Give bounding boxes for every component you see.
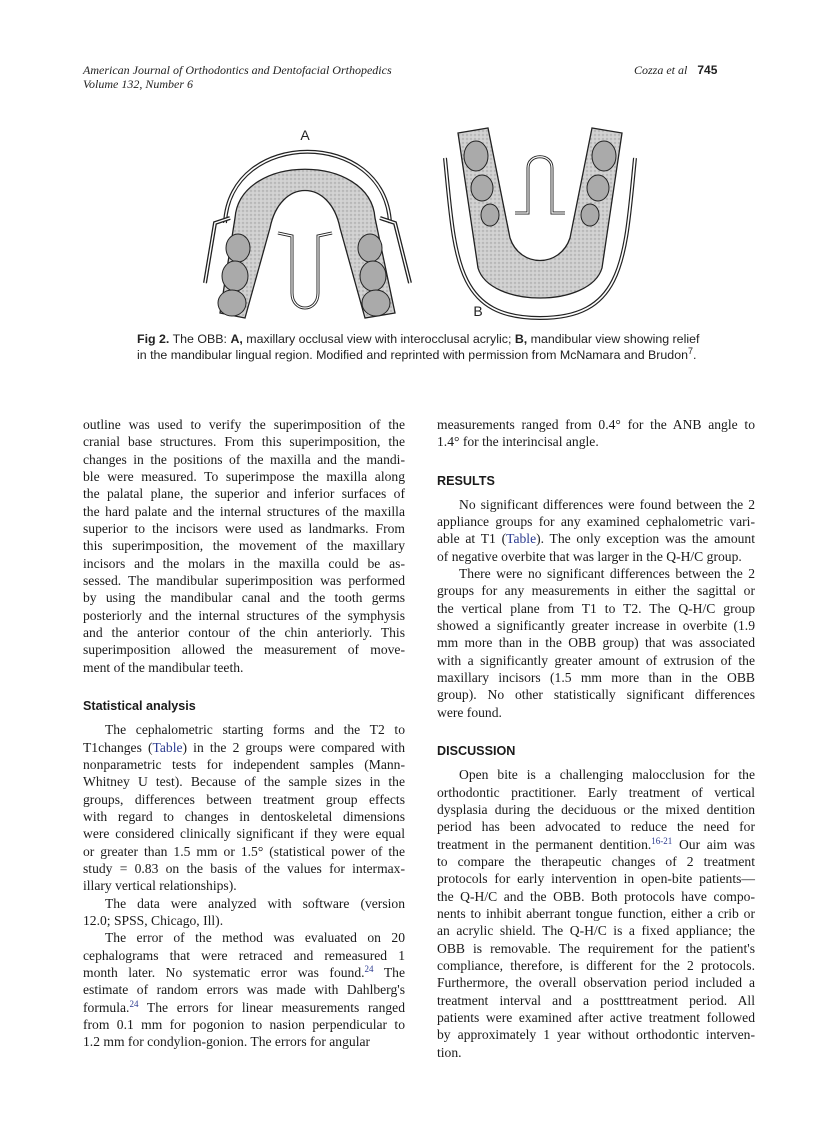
text-line (83, 503, 405, 520)
text-line (437, 905, 755, 922)
table-link[interactable]: Table (506, 531, 537, 547)
text-run: treatment in the permanent dentition. (437, 836, 652, 852)
text-run: Open bite is a challenging malocclusion for the (459, 767, 755, 783)
text-run: the vertical plane from T1 to T2. The Q-H/C group (437, 600, 755, 616)
figure-number: Fig 2. (137, 332, 170, 346)
text-line (83, 860, 405, 877)
text-line (83, 416, 405, 433)
text-run: the Q-H/C and the OBB. Both protocols have compo- (437, 888, 755, 904)
text-run: of negative overbite that was larger in the Q-H/C group. (437, 548, 742, 564)
text-line (437, 433, 755, 450)
text-run: cephalograms that were retraced and remeasured 1 (83, 947, 405, 963)
text-run: this superimposition, the movement of the maxillary (83, 538, 405, 554)
text-run: from 0.1 mm for pogonion to nasion perpendicular to (83, 1017, 405, 1032)
text-line (83, 607, 405, 624)
text-run: dysplasia during the deciduous or the mixed dentition (437, 801, 755, 817)
text-line (437, 530, 755, 547)
text-run: or greater than 1.5 mm or 1.5° (statistical power of the (83, 843, 405, 859)
text-run: OBB is removable. The requirement for the patient's (437, 940, 755, 956)
text-line (83, 877, 405, 894)
section-heading: Statistical analysis (83, 699, 196, 714)
text-run: ble were measured. To superimpose the maxilla along (83, 469, 405, 485)
text-line (437, 801, 755, 818)
citation-reference[interactable]: 16-21 (651, 835, 673, 846)
text-line (83, 537, 405, 554)
paragraph (437, 496, 755, 565)
text-line (437, 686, 755, 703)
text-run: illary vertical relationships). (83, 878, 237, 894)
text-run: group). No other statistically significant differences (437, 687, 755, 703)
text-run: outline was used to verify the superimposition of the (83, 417, 405, 432)
caption-panel-a: A, (230, 332, 243, 346)
text-run: groups, differences between treatment group effects (83, 791, 405, 807)
text-run: ) in the 2 groups were compared with (182, 739, 406, 755)
text-run: by approximately 1 year without orthodontic interven- (437, 1027, 755, 1043)
text-line (437, 548, 755, 565)
text-line (437, 853, 755, 870)
text-run: sessed. The mandibular superimposition was performed (83, 573, 405, 589)
text-line (83, 1033, 405, 1050)
maxillary-appliance-a (205, 152, 410, 318)
paragraph (437, 416, 755, 451)
text-run: No significant differences were found between the 2 (459, 496, 755, 512)
text-line (83, 791, 405, 808)
caption-text: The OBB: (169, 332, 231, 346)
text-run: with regard to changes in dentoskeletal dimensions (83, 808, 405, 824)
running-header-left (83, 63, 392, 91)
text-line (83, 589, 405, 606)
caption-text: maxillary occlusal view with interocclusal acrylic; (242, 332, 515, 346)
text-run: 12.0; SPSS, Chicago, Ill). (83, 912, 224, 928)
text-line (83, 773, 405, 790)
section-heading: DISCUSSION (437, 744, 516, 759)
text-line (437, 582, 755, 599)
text-line (83, 981, 405, 998)
text-line (437, 1044, 755, 1061)
journal-title: American Journal of Orthodontics and Dentofacial Orthopedics (83, 63, 392, 77)
text-run: orthodontic practitioner. Early treatment of vertical (437, 784, 755, 800)
text-run: T1changes ( (83, 739, 153, 755)
text-line (437, 496, 755, 513)
text-line (437, 992, 755, 1009)
text-line (83, 895, 405, 912)
text-line (437, 888, 755, 905)
text-run: Furthermore, the overall observation period included a (437, 975, 755, 991)
text-run: to compare the therapeutic changes of 2 treatment (437, 853, 755, 869)
text-run: mm more than in the OBB group) that was associated (437, 635, 755, 651)
caption-panel-b: B, (514, 332, 528, 346)
text-run: The (373, 964, 405, 980)
text-run: The data were analyzed with software (version (105, 895, 405, 911)
paragraph (437, 565, 755, 721)
text-run: nonparametric tests for independent samples (Mann- (83, 756, 405, 772)
text-line (83, 912, 405, 929)
citation-reference[interactable]: 24 (364, 963, 374, 974)
text-run: protocols for early intervention in open-bite patients— (437, 871, 755, 887)
text-line (437, 652, 755, 669)
paragraph (437, 766, 755, 1061)
text-line (83, 721, 405, 738)
text-line (437, 974, 755, 991)
paragraph (83, 721, 405, 894)
caption-reference[interactable]: 7 (687, 346, 693, 356)
text-run: were found. (437, 704, 502, 720)
text-run: cranial base structures. From this superimposition, the (83, 434, 405, 450)
text-line (83, 739, 405, 756)
text-line (83, 808, 405, 825)
text-line (83, 929, 405, 946)
text-line (437, 416, 755, 433)
text-run: period has been advocated to reduce the need for (437, 819, 755, 835)
text-line (437, 565, 755, 582)
text-line (83, 964, 405, 981)
page-number: 745 (697, 63, 718, 77)
table-link[interactable]: Table (152, 739, 183, 755)
text-run: patients were examined after active treatment followed (437, 1009, 755, 1025)
text-line (83, 572, 405, 589)
text-run: formula. (83, 999, 130, 1015)
text-line (437, 704, 755, 721)
text-line (83, 451, 405, 468)
paragraph (83, 416, 405, 676)
text-run: superior to the incisors were used as landmarks. From (83, 521, 405, 537)
journal-volume: Volume 132, Number 6 (83, 77, 193, 91)
figure-caption (137, 331, 712, 363)
caption-text: . (693, 348, 697, 362)
text-line (83, 756, 405, 773)
text-run: superimposition allowed the measurement of move- (83, 642, 405, 658)
text-line (83, 825, 405, 842)
text-line (437, 1009, 755, 1026)
text-run: treatment interval and a postttreatment period. All (437, 992, 755, 1008)
text-line (83, 624, 405, 641)
text-line (83, 641, 405, 658)
text-run: The error of the method was evaluated on 20 (105, 930, 405, 946)
text-line (83, 485, 405, 502)
text-run: were considered clinically significant if they were equal (83, 826, 405, 842)
right-column (437, 416, 755, 1061)
text-run: 1.4° for the interincisal angle. (437, 434, 599, 450)
text-line (437, 1026, 755, 1043)
text-run: by using the mandibular canal and the tooth germs (83, 590, 405, 606)
text-run: Whitney U test). Because of the sample sizes in the (83, 774, 405, 790)
text-line (83, 1016, 405, 1033)
text-line (83, 843, 405, 860)
text-run: The errors for linear measurements ranged (138, 999, 405, 1015)
mandibular-appliance-b (445, 128, 635, 318)
figure-label-a: A (300, 127, 310, 143)
text-line (437, 870, 755, 887)
text-line (83, 999, 405, 1016)
text-line (437, 957, 755, 974)
text-run: incisors and the molars in the maxilla could be as- (83, 555, 405, 571)
text-run: nents to inhibit aberrant tongue function, either a crib or (437, 905, 755, 921)
paragraph (83, 929, 405, 1050)
text-line (437, 818, 755, 835)
text-line (83, 659, 405, 676)
text-run: groups for any measurements in either the sagittal or (437, 583, 755, 599)
text-run: 1.2 mm for condylion-gonion. The errors for angular (83, 1034, 371, 1050)
text-run: Our aim was (672, 836, 755, 852)
text-line (437, 784, 755, 801)
text-run: appliance groups for any examined cephalometric vari- (437, 514, 755, 530)
text-line (437, 940, 755, 957)
text-run: There were no significant differences between the 2 (459, 566, 755, 582)
text-run: study = 0.83 on the basis of the values for intermax- (83, 860, 405, 876)
citation-reference[interactable]: 24 (129, 998, 139, 1009)
text-line (83, 555, 405, 572)
figure-label-b: B (473, 303, 483, 319)
text-line (437, 634, 755, 651)
text-run: estimate of random errors was made with Dahlberg's (83, 982, 405, 998)
figure-appliance-drawings (190, 118, 660, 328)
text-run: showed a significantly greater increase in overbite (1.9 (437, 618, 755, 634)
caption-text: mandibular view showing relief in the mandibular lingual region. Modified and reprinted with permission from McNamara and Brudon (137, 332, 700, 362)
text-run: the hard palate and the internal structures of the maxilla (83, 503, 405, 519)
text-run: compliance, therefore, is different for the 2 protocols. (437, 957, 755, 973)
text-line (83, 468, 405, 485)
text-run: an acrylic shield. The Q-H/C is a fixed appliance; the (437, 923, 755, 939)
text-run: with a significantly greater amount of extrusion of the (437, 652, 755, 668)
text-run: ment of the mandibular teeth. (83, 659, 244, 675)
text-run: changes in the positions of the maxilla and the mandi- (83, 451, 405, 467)
text-line (437, 617, 755, 634)
text-line (83, 520, 405, 537)
text-line (437, 513, 755, 530)
text-line (437, 836, 755, 853)
running-header-right (634, 63, 717, 77)
text-run: able at T1 ( (437, 531, 507, 547)
text-run: The cephalometric starting forms and the T2 to (105, 722, 405, 738)
left-column (83, 416, 405, 1051)
text-line (437, 669, 755, 686)
text-run: posteriorly and the internal structures of the symphysis (83, 607, 405, 623)
text-run: tion. (437, 1044, 462, 1060)
paragraph (83, 895, 405, 930)
text-run: measurements ranged from 0.4° for the ANB angle to (437, 417, 755, 432)
text-line (437, 600, 755, 617)
text-run: the palatal plane, the superior and inferior surfaces of (83, 486, 405, 502)
text-run: month later. No systematic error was found. (83, 964, 365, 980)
text-line (437, 922, 755, 939)
text-run: maxillary incisors (1.5 mm more than in the OBB (437, 670, 755, 686)
text-line (437, 766, 755, 783)
text-line (83, 433, 405, 450)
author-names: Cozza et al (634, 63, 688, 77)
text-line (83, 947, 405, 964)
section-heading: RESULTS (437, 473, 495, 488)
text-run: ). The only exception was the amount (536, 531, 755, 547)
text-run: and the anterior contour of the chin anteriorly. This (83, 625, 405, 641)
